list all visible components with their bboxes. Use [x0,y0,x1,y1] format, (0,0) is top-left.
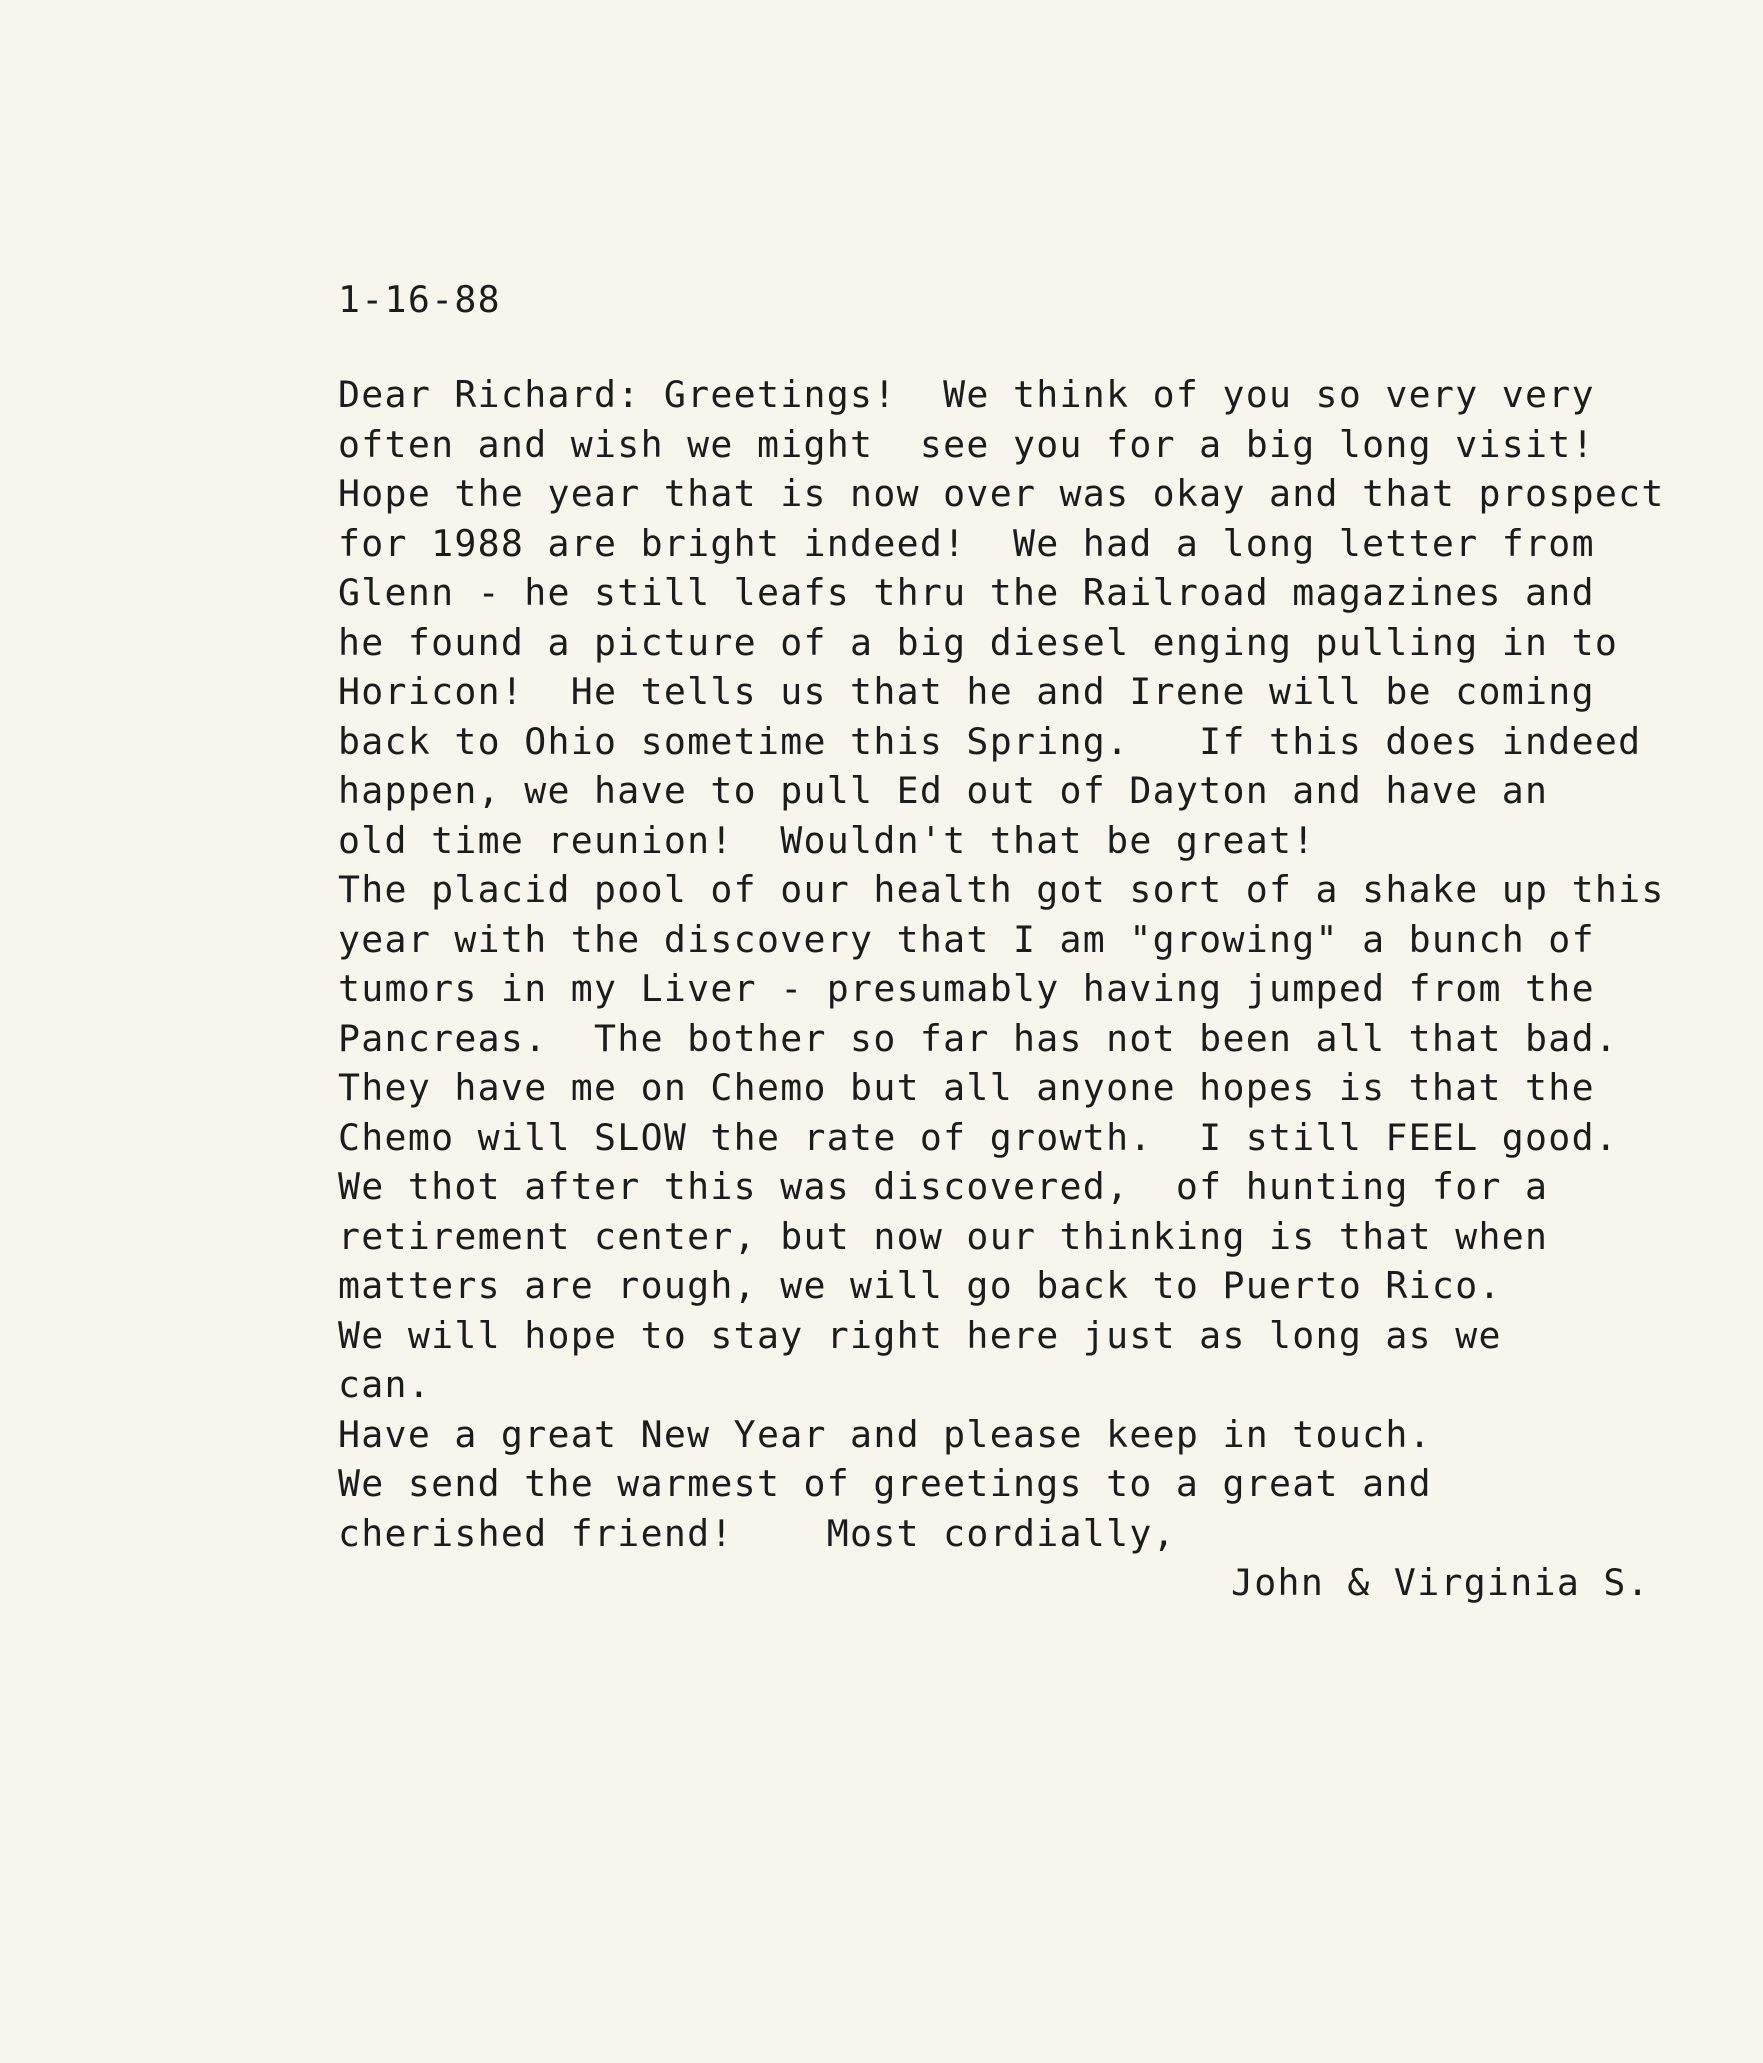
letter-line: year with the discovery that I am "growing" a bunch of [338,917,1595,961]
letter-line: We will hope to stay right here just as long as we [338,1313,1502,1357]
letter-line: he found a picture of a big diesel enging pulling in to [338,620,1619,664]
letter-line: cherished friend! Most cordially, [338,1511,1176,1555]
letter-line: for 1988 are bright indeed! We had a long letter from [338,521,1595,565]
letter-line: Have a great New Year and please keep in touch. [338,1412,1432,1456]
letter-line: old time reunion! Wouldn't that be great! [338,818,1316,862]
letter-line: Pancreas. The bother so far has not been all that bad. [338,1016,1619,1060]
letter-line: Glenn - he still leafs thru the Railroad magazines and [338,571,1595,614]
letter-signature: John & Virginia S. [1231,1561,1650,1604]
letter-line: They have me on Chemo but all anyone hopes is that the [338,1066,1595,1109]
letter-line: We send the warmest of greetings to a great and [338,1462,1432,1505]
letter-line: retirement center, but now our thinking is that when [338,1214,1549,1258]
letter-line: matters are rough, we will go back to Puerto Rico. [338,1264,1502,1307]
letter-line: happen, we have to pull Ed out of Dayton and have an [338,769,1549,812]
letter-date: 1-16-88 [338,278,501,321]
letter-line: tumors in my Liver - presumably having jumped from the [338,967,1595,1010]
letter-line: often and wish we might see you for a big long visit! [338,422,1595,466]
letter-line: back to Ohio sometime this Spring. If this does indeed [338,719,1642,763]
letter-line: The placid pool of our health got sort of a shake up this [338,868,1665,911]
letter-line: Hope the year that is now over was okay and that prospect [338,472,1665,515]
letter-line: Dear Richard: Greetings! We think of you so very very [338,373,1595,416]
letter-line: Horicon! He tells us that he and Irene will be coming [338,670,1595,713]
letter-line: We thot after this was discovered, of hunting for a [338,1165,1549,1208]
letter-line: can. [338,1363,432,1406]
letter-body [338,270,1758,1608]
letter-line: Chemo will SLOW the rate of growth. I still FEEL good. [338,1115,1619,1159]
